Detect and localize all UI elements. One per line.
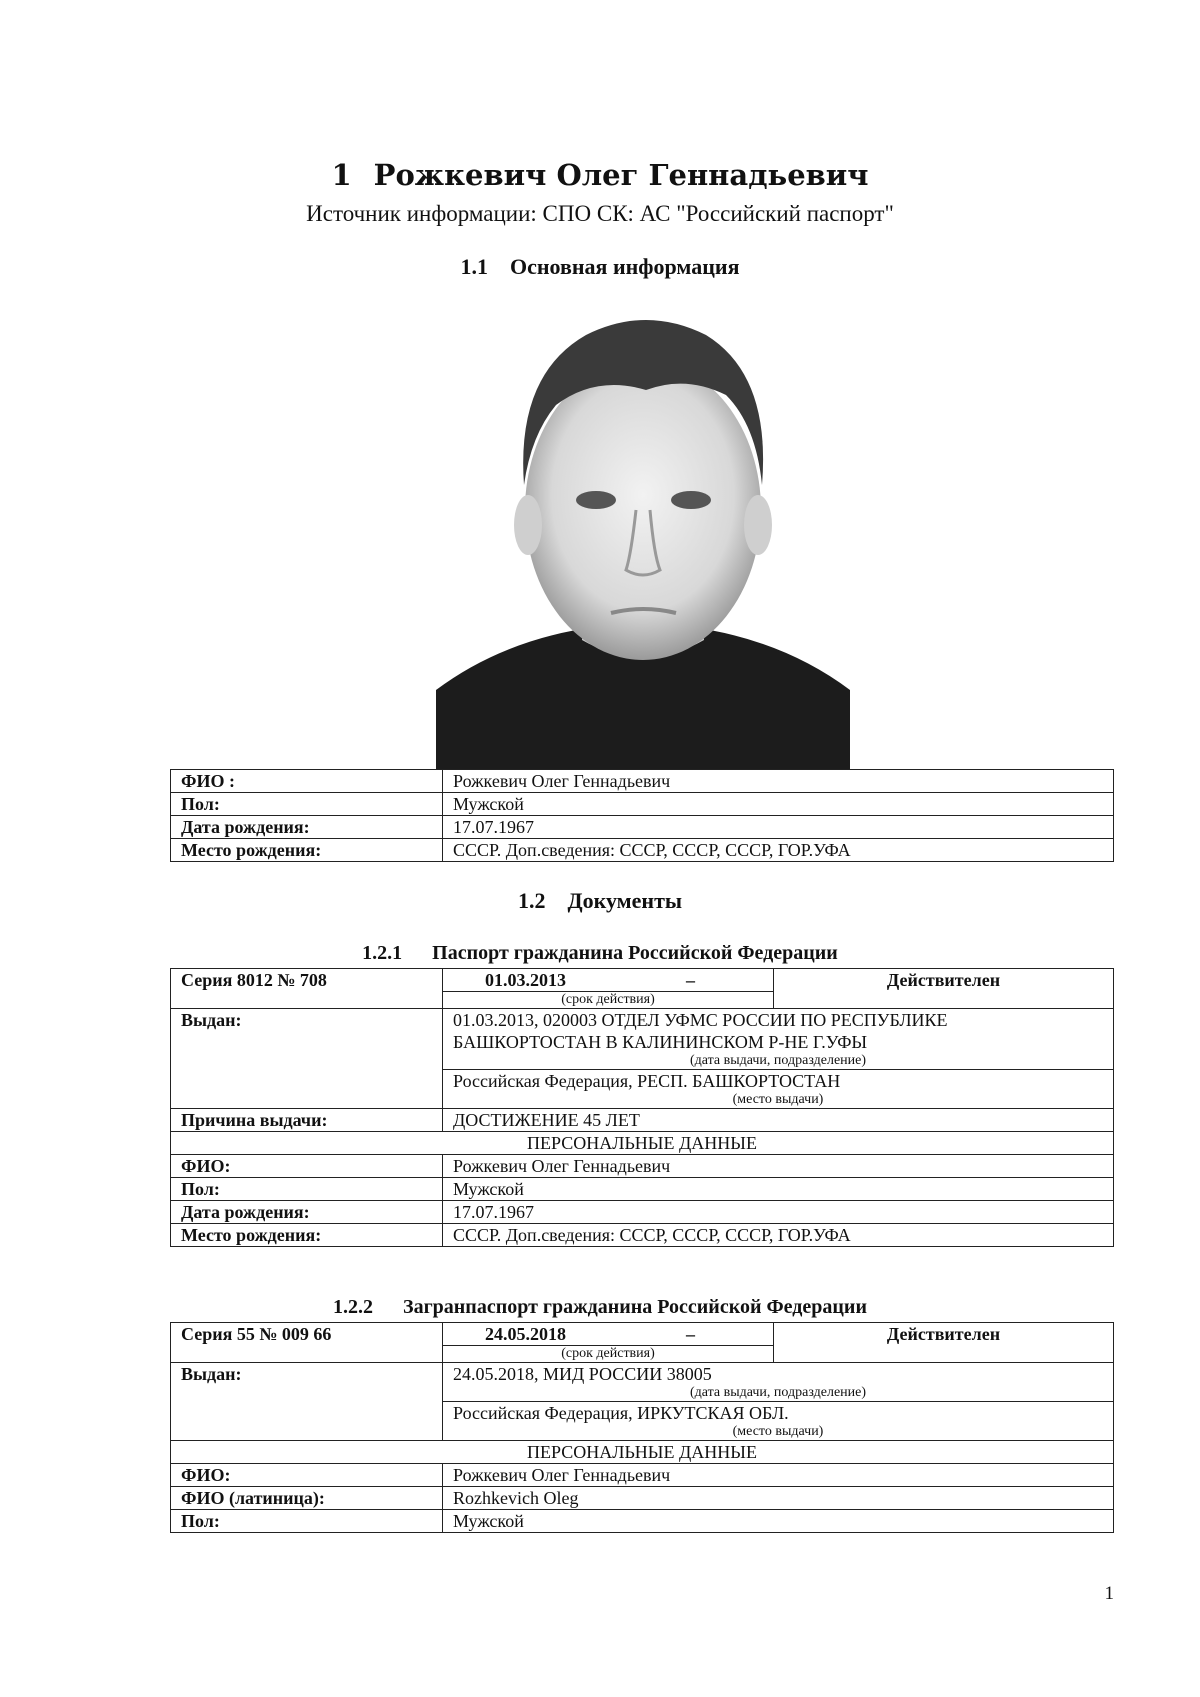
issued-caption: (дата выдачи, подразделение) bbox=[689, 1053, 867, 1068]
row-value: Рожкевич Олег Геннадьевич bbox=[443, 1155, 1114, 1178]
issued-value bbox=[443, 1363, 1113, 1401]
table-row bbox=[171, 1323, 1114, 1363]
person-name: Рожкевич Олег Геннадьевич bbox=[373, 158, 869, 192]
validity-cell bbox=[443, 969, 774, 1009]
row-value: Мужской bbox=[443, 793, 1114, 816]
table-row bbox=[171, 839, 1114, 862]
place-value bbox=[443, 1069, 1113, 1108]
validity-caption: (срок действия) bbox=[443, 992, 773, 1009]
validity-caption: (срок действия) bbox=[443, 1346, 773, 1363]
row-label: ФИО: bbox=[171, 1155, 443, 1178]
table-row bbox=[171, 816, 1114, 839]
reason-value: ДОСТИЖЕНИЕ 45 ЛЕТ bbox=[443, 1109, 1114, 1132]
person-title bbox=[0, 158, 1200, 192]
issued-line-1: 01.03.2013, 020003 ОТДЕЛ УФМС РОССИИ ПО РЕСПУБЛИКЕ bbox=[453, 1010, 948, 1030]
row-value: 17.07.1967 bbox=[443, 1201, 1114, 1224]
row-label: Место рождения: bbox=[171, 839, 443, 862]
valid-dash: – bbox=[686, 970, 695, 990]
row-value: Рожкевич Олег Геннадьевич bbox=[443, 1464, 1114, 1487]
table-row bbox=[171, 1155, 1114, 1178]
row-label: Пол: bbox=[171, 1510, 443, 1533]
subsection-heading-passport bbox=[0, 942, 1200, 965]
row-value: СССР. Доп.сведения: СССР, СССР, СССР, ГОР.УФА bbox=[443, 1224, 1114, 1247]
title-number: 1 bbox=[331, 158, 352, 192]
issued-line-2: БАШКОРТОСТАН В КАЛИНИНСКОМ Р-НЕ Г.УФЫ bbox=[453, 1032, 868, 1052]
table-row bbox=[171, 793, 1114, 816]
validity-inner bbox=[443, 969, 773, 1008]
issued-cell bbox=[443, 1363, 1114, 1441]
section-heading-docs bbox=[0, 888, 1200, 914]
table-row bbox=[171, 1178, 1114, 1201]
basic-info-table bbox=[170, 769, 1114, 862]
row-label: Дата рождения: bbox=[171, 1201, 443, 1224]
row-label: ФИО: bbox=[171, 1464, 443, 1487]
subsection-number: 1.2.1 bbox=[362, 942, 403, 964]
row-label: Дата рождения: bbox=[171, 816, 443, 839]
row-label: ФИО : bbox=[171, 770, 443, 793]
reason-label: Причина выдачи: bbox=[171, 1109, 443, 1132]
issued-line-1: 24.05.2018, МИД РОССИИ 38005 bbox=[453, 1364, 712, 1384]
issued-label: Выдан: bbox=[171, 1009, 443, 1109]
table-row bbox=[171, 1201, 1114, 1224]
personal-data-header: ПЕРСОНАЛЬНЫЕ ДАННЫЕ bbox=[171, 1441, 1114, 1464]
section-title: Основная информация bbox=[509, 254, 740, 279]
table-row bbox=[171, 969, 1114, 1009]
status-badge: Действителен bbox=[774, 1323, 1114, 1363]
page-number: 1 bbox=[1104, 1583, 1114, 1604]
row-value: Rozhkevich Oleg bbox=[443, 1487, 1114, 1510]
foreign-passport-table bbox=[170, 1322, 1114, 1533]
valid-from: 01.03.2013 bbox=[485, 970, 566, 990]
info-source: Источник информации: СПО СК: АС "Российский паспорт" bbox=[306, 201, 894, 226]
section-heading-basic bbox=[0, 254, 1200, 280]
subsection-heading-foreign-passport bbox=[0, 1296, 1200, 1319]
section-number: 1.1 bbox=[460, 254, 488, 279]
table-row bbox=[171, 1009, 1114, 1109]
table-row bbox=[171, 1464, 1114, 1487]
section-number: 1.2 bbox=[517, 888, 546, 913]
issued-caption: (дата выдачи, подразделение) bbox=[689, 1385, 867, 1400]
passport-series: Серия 8012 № 708 bbox=[171, 969, 443, 1009]
validity-inner bbox=[443, 1323, 773, 1362]
portrait-image bbox=[436, 295, 850, 769]
row-label: Пол: bbox=[171, 793, 443, 816]
table-row bbox=[171, 1224, 1114, 1247]
table-row bbox=[171, 1363, 1114, 1441]
table-row bbox=[171, 1441, 1114, 1464]
issued-cell bbox=[443, 1009, 1114, 1109]
issued-value bbox=[443, 1009, 1113, 1069]
passport-series: Серия 55 № 009 66 bbox=[171, 1323, 443, 1363]
table-row bbox=[171, 770, 1114, 793]
valid-from: 24.05.2018 bbox=[485, 1324, 566, 1344]
place-caption: (место выдачи) bbox=[732, 1092, 824, 1107]
valid-dash: – bbox=[686, 1324, 695, 1344]
issue-place: Российская Федерация, РЕСП. БАШКОРТОСТАН bbox=[453, 1071, 841, 1091]
passport-table bbox=[170, 968, 1114, 1247]
row-value: СССР. Доп.сведения: СССР, СССР, СССР, ГОР.УФА bbox=[443, 839, 1114, 862]
subsection-number: 1.2.2 bbox=[333, 1296, 374, 1318]
personal-data-header: ПЕРСОНАЛЬНЫЕ ДАННЫЕ bbox=[171, 1132, 1114, 1155]
issued-label: Выдан: bbox=[171, 1363, 443, 1441]
row-label: Пол: bbox=[171, 1178, 443, 1201]
table-row bbox=[171, 1510, 1114, 1533]
row-value: Мужской bbox=[443, 1178, 1114, 1201]
row-value: Мужской bbox=[443, 1510, 1114, 1533]
table-row bbox=[171, 1487, 1114, 1510]
subsection-title: Загранпаспорт гражданина Российской Федерации bbox=[403, 1296, 867, 1318]
table-row bbox=[171, 1132, 1114, 1155]
table-row bbox=[171, 1109, 1114, 1132]
row-label: ФИО (латиница): bbox=[171, 1487, 443, 1510]
validity-cell bbox=[443, 1323, 774, 1363]
row-label: Место рождения: bbox=[171, 1224, 443, 1247]
section-title: Документы bbox=[567, 888, 683, 913]
person-photo bbox=[436, 295, 850, 769]
place-value bbox=[443, 1401, 1113, 1440]
issue-place: Российская Федерация, ИРКУТСКАЯ ОБЛ. bbox=[453, 1403, 789, 1423]
row-value: Рожкевич Олег Геннадьевич bbox=[443, 770, 1114, 793]
status-badge: Действителен bbox=[774, 969, 1114, 1009]
subsection-title: Паспорт гражданина Российской Федерации bbox=[432, 942, 838, 964]
place-caption: (место выдачи) bbox=[732, 1424, 824, 1439]
row-value: 17.07.1967 bbox=[443, 816, 1114, 839]
